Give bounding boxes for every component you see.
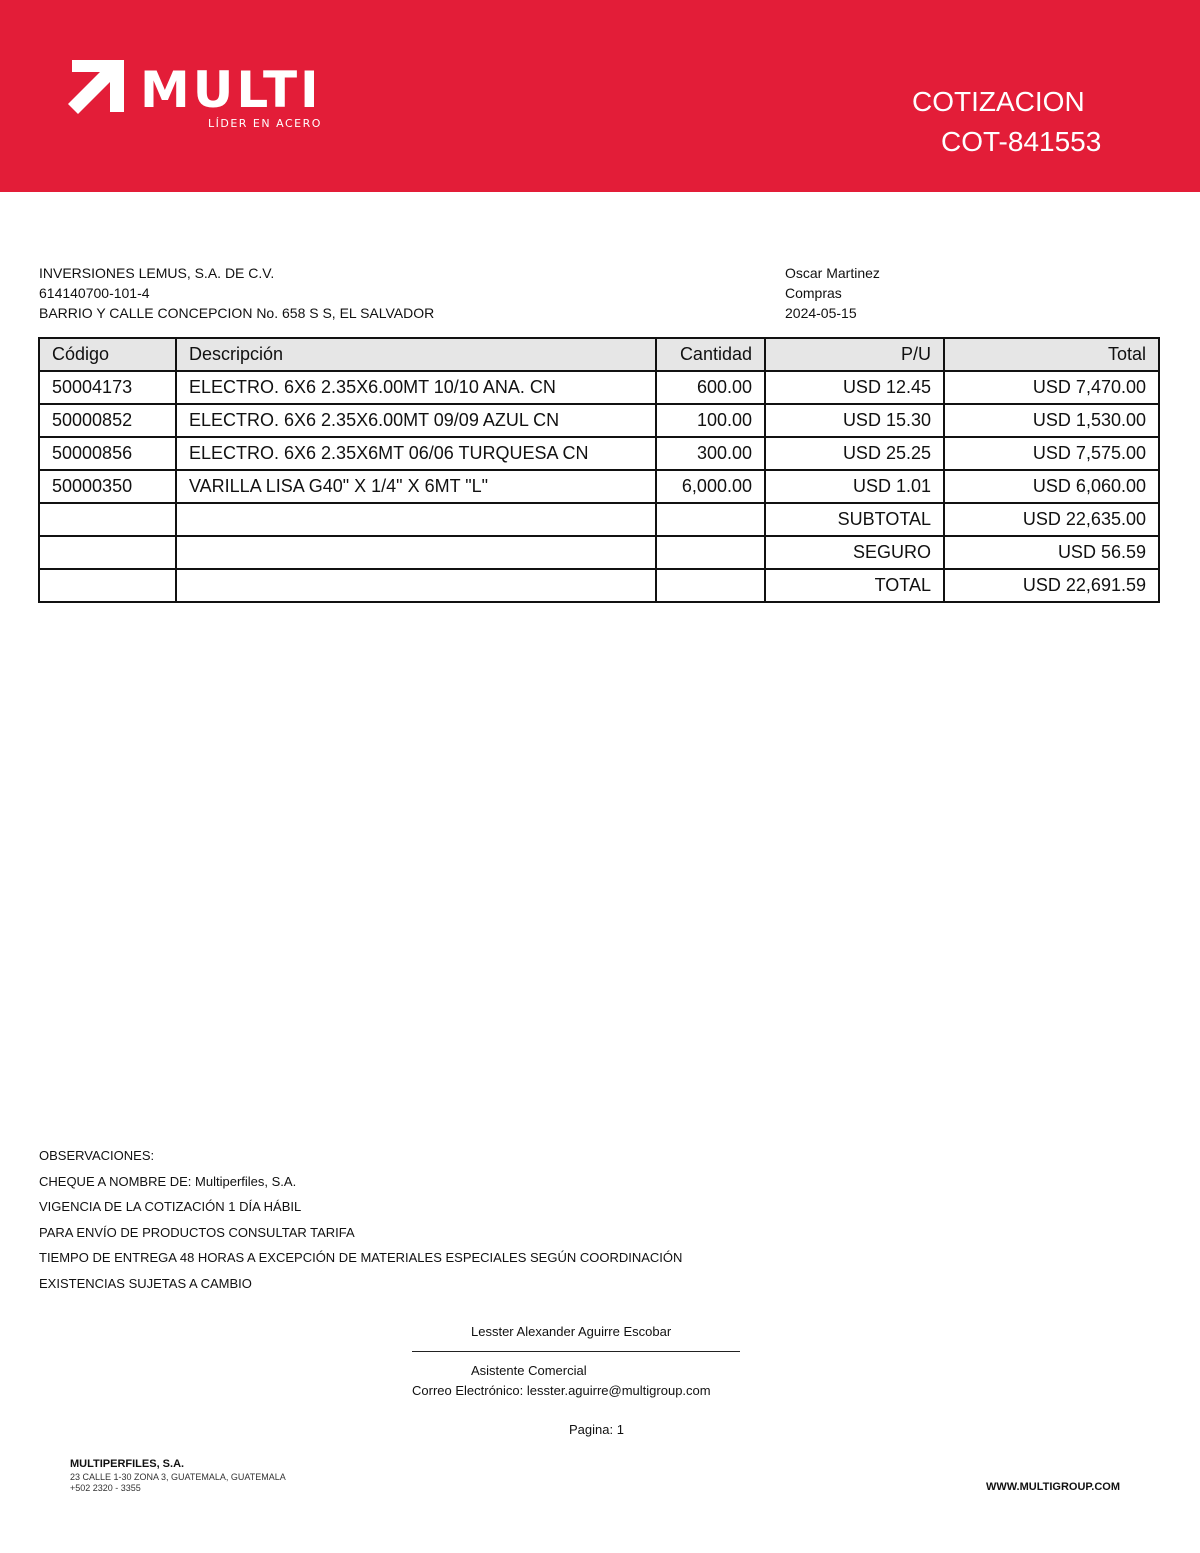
brand-tagline: LÍDER EN ACERO [208, 117, 322, 130]
summary-row-subtotal [39, 503, 1159, 536]
item-code: 50000350 [39, 470, 176, 503]
observation-line: TIEMPO DE ENTREGA 48 HORAS A EXCEPCIÓN DE MATERIALES ESPECIALES SEGÚN COORDINACIÓN [39, 1250, 683, 1265]
client-name: INVERSIONES LEMUS, S.A. DE C.V. [39, 265, 275, 281]
item-unit-price: USD 1.01 [765, 470, 944, 503]
subtotal-value: USD 22,635.00 [944, 503, 1159, 536]
item-code: 50000856 [39, 437, 176, 470]
contact-info [785, 263, 880, 323]
item-unit-price: USD 12.45 [765, 371, 944, 404]
subtotal-label: SUBTOTAL [765, 503, 944, 536]
brand-logo-text: MULTI [140, 61, 322, 119]
item-qty: 6,000.00 [656, 470, 765, 503]
item-code: 50000852 [39, 404, 176, 437]
observation-line: CHEQUE A NOMBRE DE: Multiperfiles, S.A. [39, 1173, 297, 1189]
insurance-label: SEGURO [765, 536, 944, 569]
quote-date: 2024-05-15 [785, 305, 857, 321]
footer-company: MULTIPERFILES, S.A. [70, 1458, 185, 1470]
table-row [39, 470, 1159, 503]
item-total: USD 6,060.00 [944, 470, 1159, 503]
items-table [38, 337, 1160, 603]
column-header-qty: Cantidad [656, 338, 765, 371]
item-unit-price: USD 15.30 [765, 404, 944, 437]
item-total: USD 7,470.00 [944, 371, 1159, 404]
column-header-unit-price: P/U [765, 338, 944, 371]
total-value: USD 22,691.59 [944, 569, 1159, 602]
table-row [39, 437, 1159, 470]
observation-line: PARA ENVÍO DE PRODUCTOS CONSULTAR TARIFA [39, 1224, 355, 1240]
signature-line [412, 1351, 740, 1352]
signer-name: Lesster Alexander Aguirre Escobar [471, 1324, 672, 1339]
column-header-description: Descripción [176, 338, 656, 371]
item-qty: 300.00 [656, 437, 765, 470]
table-row [39, 371, 1159, 404]
document-number: COT-841553 [941, 126, 1102, 157]
page-number: Pagina: 1 [569, 1422, 624, 1437]
column-header-total: Total [944, 338, 1159, 371]
footer-phone: +502 2320 - 3355 [70, 1483, 141, 1493]
item-description: VARILLA LISA G40" X 1/4" X 6MT "L" [176, 470, 656, 503]
multi-arrow-logo-icon [66, 60, 124, 116]
observations [39, 1146, 682, 1299]
header-banner [0, 0, 1200, 192]
item-description: ELECTRO. 6X6 2.35X6.00MT 09/09 AZUL CN [176, 404, 656, 437]
client-address: BARRIO Y CALLE CONCEPCION No. 658 S S, EL SALVADOR [39, 305, 435, 321]
item-description: ELECTRO. 6X6 2.35X6MT 06/06 TURQUESA CN [176, 437, 656, 470]
client-tax-id: 614140700-101-4 [39, 285, 150, 301]
observation-line: VIGENCIA DE LA COTIZACIÓN 1 DÍA HÁBIL [39, 1199, 302, 1214]
total-label: TOTAL [765, 569, 944, 602]
table-row [39, 404, 1159, 437]
item-description: ELECTRO. 6X6 2.35X6.00MT 10/10 ANA. CN [176, 371, 656, 404]
table-header-row [39, 338, 1159, 371]
contact-name: Oscar Martinez [785, 265, 880, 281]
item-qty: 100.00 [656, 404, 765, 437]
observation-line: EXISTENCIAS SUJETAS A CAMBIO [39, 1275, 252, 1291]
footer-address: 23 CALLE 1-30 ZONA 3, GUATEMALA, GUATEMALA [70, 1472, 286, 1482]
footer-address-block [70, 1472, 286, 1494]
document-type: COTIZACION [912, 86, 1085, 117]
client-info [39, 263, 434, 323]
summary-row-insurance [39, 536, 1159, 569]
item-code: 50004173 [39, 371, 176, 404]
column-header-code: Código [39, 338, 176, 371]
item-unit-price: USD 25.25 [765, 437, 944, 470]
contact-department: Compras [785, 285, 842, 301]
signer-email: Correo Electrónico: lesster.aguirre@multigroup.com [412, 1383, 711, 1398]
observations-title: OBSERVACIONES: [39, 1148, 155, 1163]
footer-website: WWW.MULTIGROUP.COM [986, 1481, 1121, 1493]
item-total: USD 1,530.00 [944, 404, 1159, 437]
signer-role: Asistente Comercial [471, 1363, 587, 1378]
item-qty: 600.00 [656, 371, 765, 404]
insurance-value: USD 56.59 [944, 536, 1159, 569]
item-total: USD 7,575.00 [944, 437, 1159, 470]
summary-row-total [39, 569, 1159, 602]
